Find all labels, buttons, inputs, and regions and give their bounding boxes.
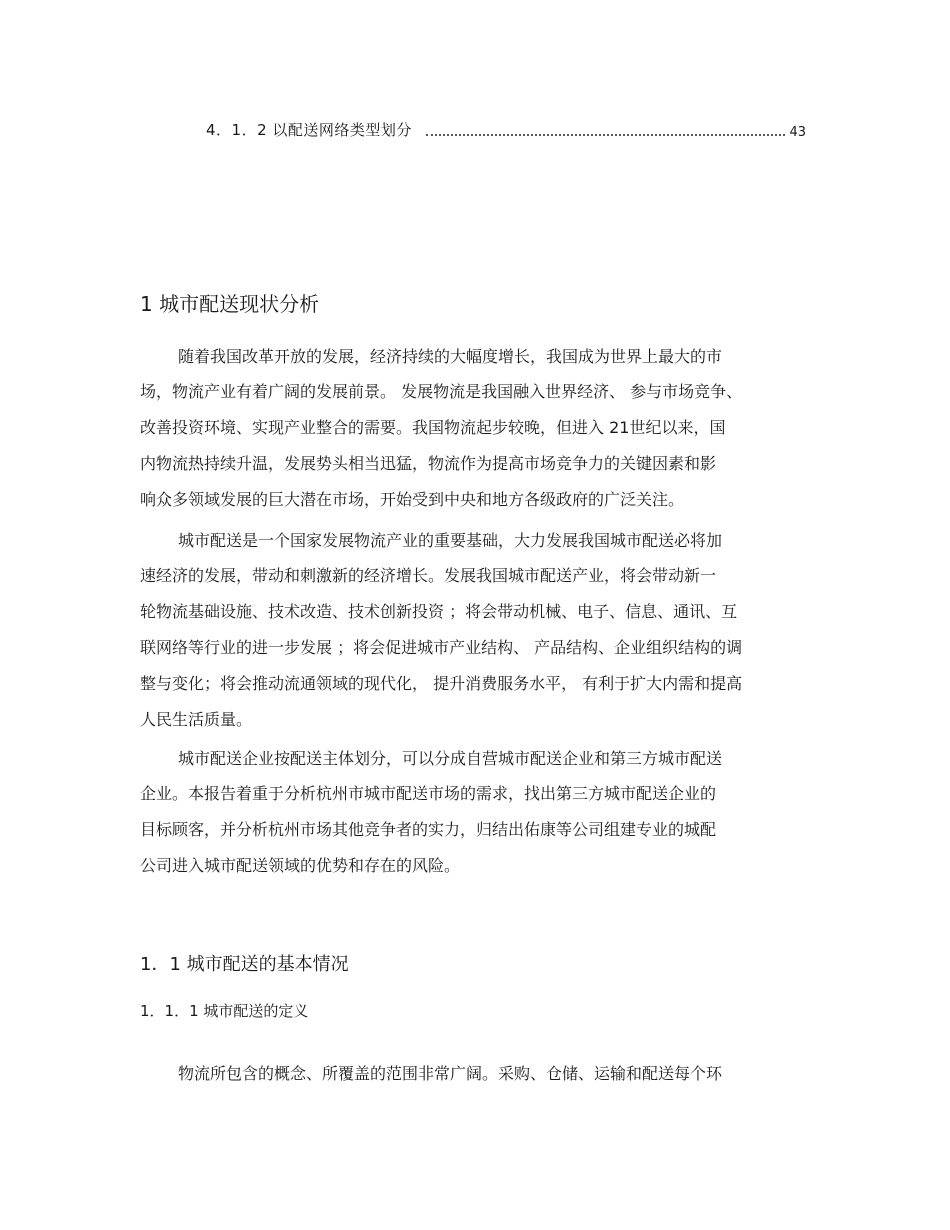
toc-leader-dots [426,133,786,136]
paragraph-3-line: 目标顾客，并分析杭州市场其他竞争者的实力，归结出佑康等公司组建专业的城配 [140,820,717,839]
section-heading-1: 1 城市配送现状分析 [140,292,320,316]
paragraph-2-line: 整与变化；将会推动流通领域的现代化， 提升消费服务水平， 有利于扩大内需和提高 [140,674,743,693]
toc-entry-title: 4．1．2 以配送网络类型划分 [206,121,412,139]
paragraph-1-line: 场，物流产业有着广阔的发展前景。 发展物流是我国融入世界经济、 参与市场竞争、 [140,382,743,401]
paragraph-3-line: 企业。本报告着重于分析杭州市城市配送市场的需求，找出第三方城市配送企业的 [140,784,717,803]
paragraph-2-line: 轮物流基础设施、技术改造、技术创新投资 ；将会带动机械、电子、信息、通讯、互 [140,602,738,621]
paragraph-1-line: 随着我国改革开放的发展，经济持续的大幅度增长，我国成为世界上最大的市 [178,347,723,366]
section-heading-3: 1．1．1 城市配送的定义 [140,1002,309,1020]
paragraph-2-line: 城市配送是一个国家发展物流产业的重要基础，大力发展我国城市配送必将加 [178,531,723,550]
toc-entry-page-number: 43 [789,125,806,140]
paragraph-2-line: 人民生活质量。 [140,710,253,729]
paragraph-1-line: 改善投资环境、实现产业整合的需要。我国物流起步较晚，但进入 21世纪以来，国 [140,418,726,437]
paragraph-3-line: 公司进入城市配送领域的优势和存在的风险。 [140,856,461,875]
paragraph-2-line: 联网络等行业的进一步发展 ；将会促进城市产业结构、 产品结构、企业组织结构的调 [140,638,743,657]
section-heading-2: 1．1 城市配送的基本情况 [140,954,349,975]
paragraph-1-line: 内物流热持续升温，发展势头相当迅猛，物流作为提高市场竞争力的关键因素和影 [140,454,717,473]
paragraph-3-line: 城市配送企业按配送主体划分，可以分成自营城市配送企业和第三方城市配送 [178,749,723,768]
toc-entry[interactable] [206,118,806,140]
paragraph-2-line: 速经济的发展，带动和刺激新的经济增长。发展我国城市配送产业，将会带动新一 [140,566,717,585]
paragraph-1-line: 响众多领域发展的巨大潜在市场，开始受到中央和地方各级政府的广泛关注。 [140,490,685,509]
paragraph-4-line: 物流所包含的概念、所覆盖的范围非常广阔。采购、仓储、运输和配送每个环 [178,1064,723,1083]
